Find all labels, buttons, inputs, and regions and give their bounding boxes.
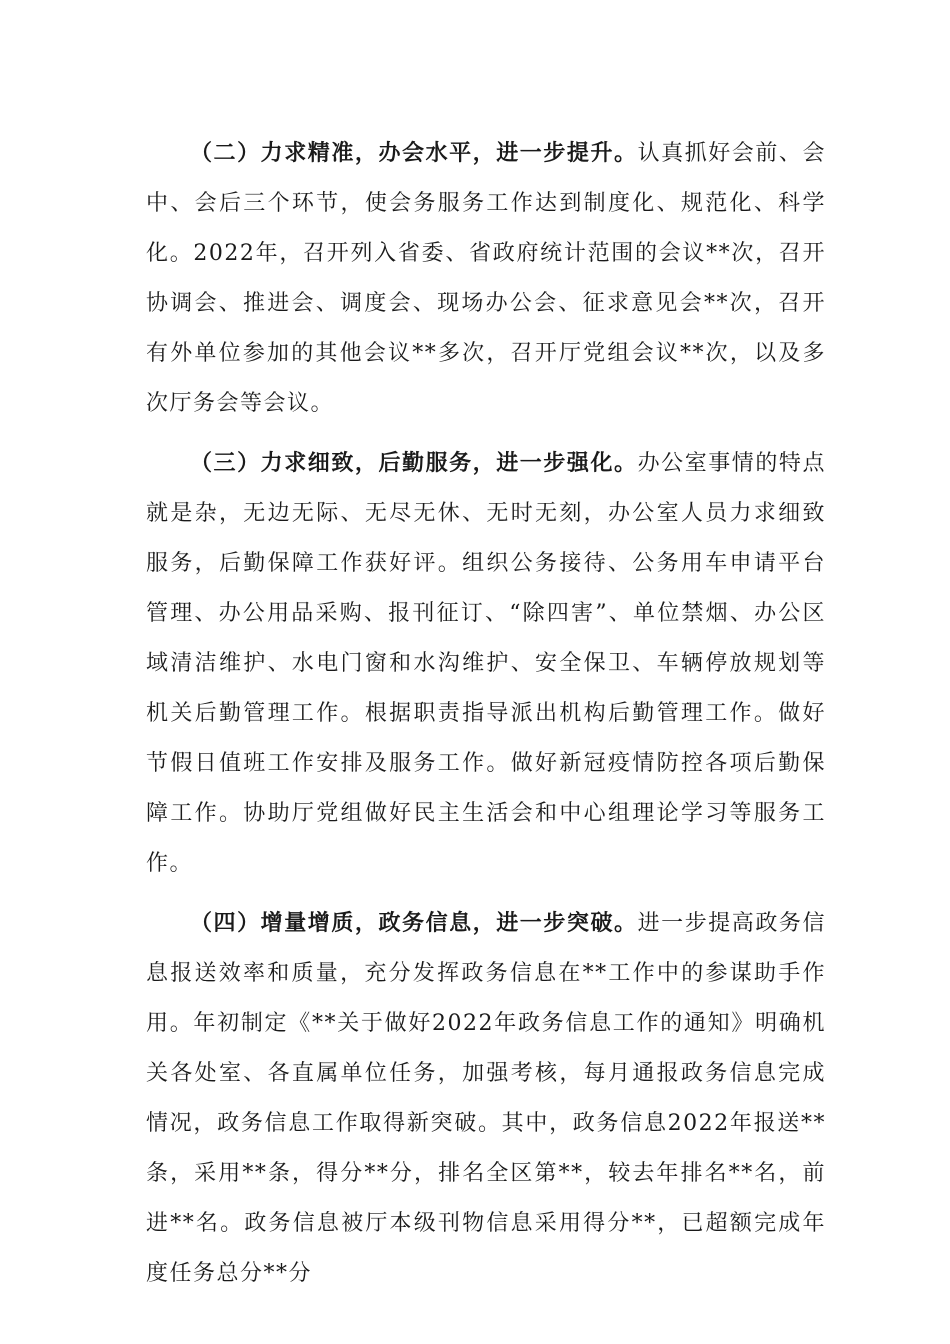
paragraph-heading: （二）力求精准，办会水平，进一步提升。: [190, 140, 638, 166]
document-body: [146, 128, 826, 1308]
paragraph-information: [146, 898, 826, 1299]
paragraph-heading: （三）力求细致，后勤服务，进一步强化。: [190, 450, 638, 476]
paragraph-heading: （四）增量增质，政务信息，进一步突破。: [190, 910, 638, 936]
paragraph-text: 进一步提高政务信息报送效率和质量，充分发挥政务信息在**工作中的参谋助手作用。年初制定《**关于做好2022年政务信息工作的通知》明确机关各处室、各直属单位任务，加强考核，每月通报政务信息完成情况，政务信息工作取得新突破。其中，政务信息2022年报送**条，采用**条，得分**分，排名全区第**，较去年排名**名，前进**名。政务信息被厅本级刊物信息采用得分**，已超额完成年度任务总分**分: [146, 911, 826, 1286]
paragraph-text: 办公室事情的特点就是杂，无边无际、无尽无休、无时无刻，办公室人员力求细致服务，后勤保障工作获好评。组织公务接待、公务用车申请平台管理、办公用品采购、报刊征订、“除四害”、单位禁烟、办公区域清洁维护、水电门窗和水沟维护、安全保卫、车辆停放规划等机关后勤管理工作。根据职责指导派出机构后勤管理工作。做好节假日值班工作安排及服务工作。做好新冠疫情防控各项后勤保障工作。协助厅党组做好民主生活会和中心组理论学习等服务工作。: [146, 451, 826, 876]
paragraph-meetings: [146, 128, 826, 429]
paragraph-text: 认真抓好会前、会中、会后三个环节，使会务服务工作达到制度化、规范化、科学化。2022年，召开列入省委、省政府统计范围的会议**次，召开协调会、推进会、调度会、现场办公会、征求意见会**次，召开有外单位参加的其他会议**多次，召开厅党组会议**次，以及多次厅务会等会议。: [146, 141, 826, 416]
paragraph-logistics: [146, 438, 826, 889]
